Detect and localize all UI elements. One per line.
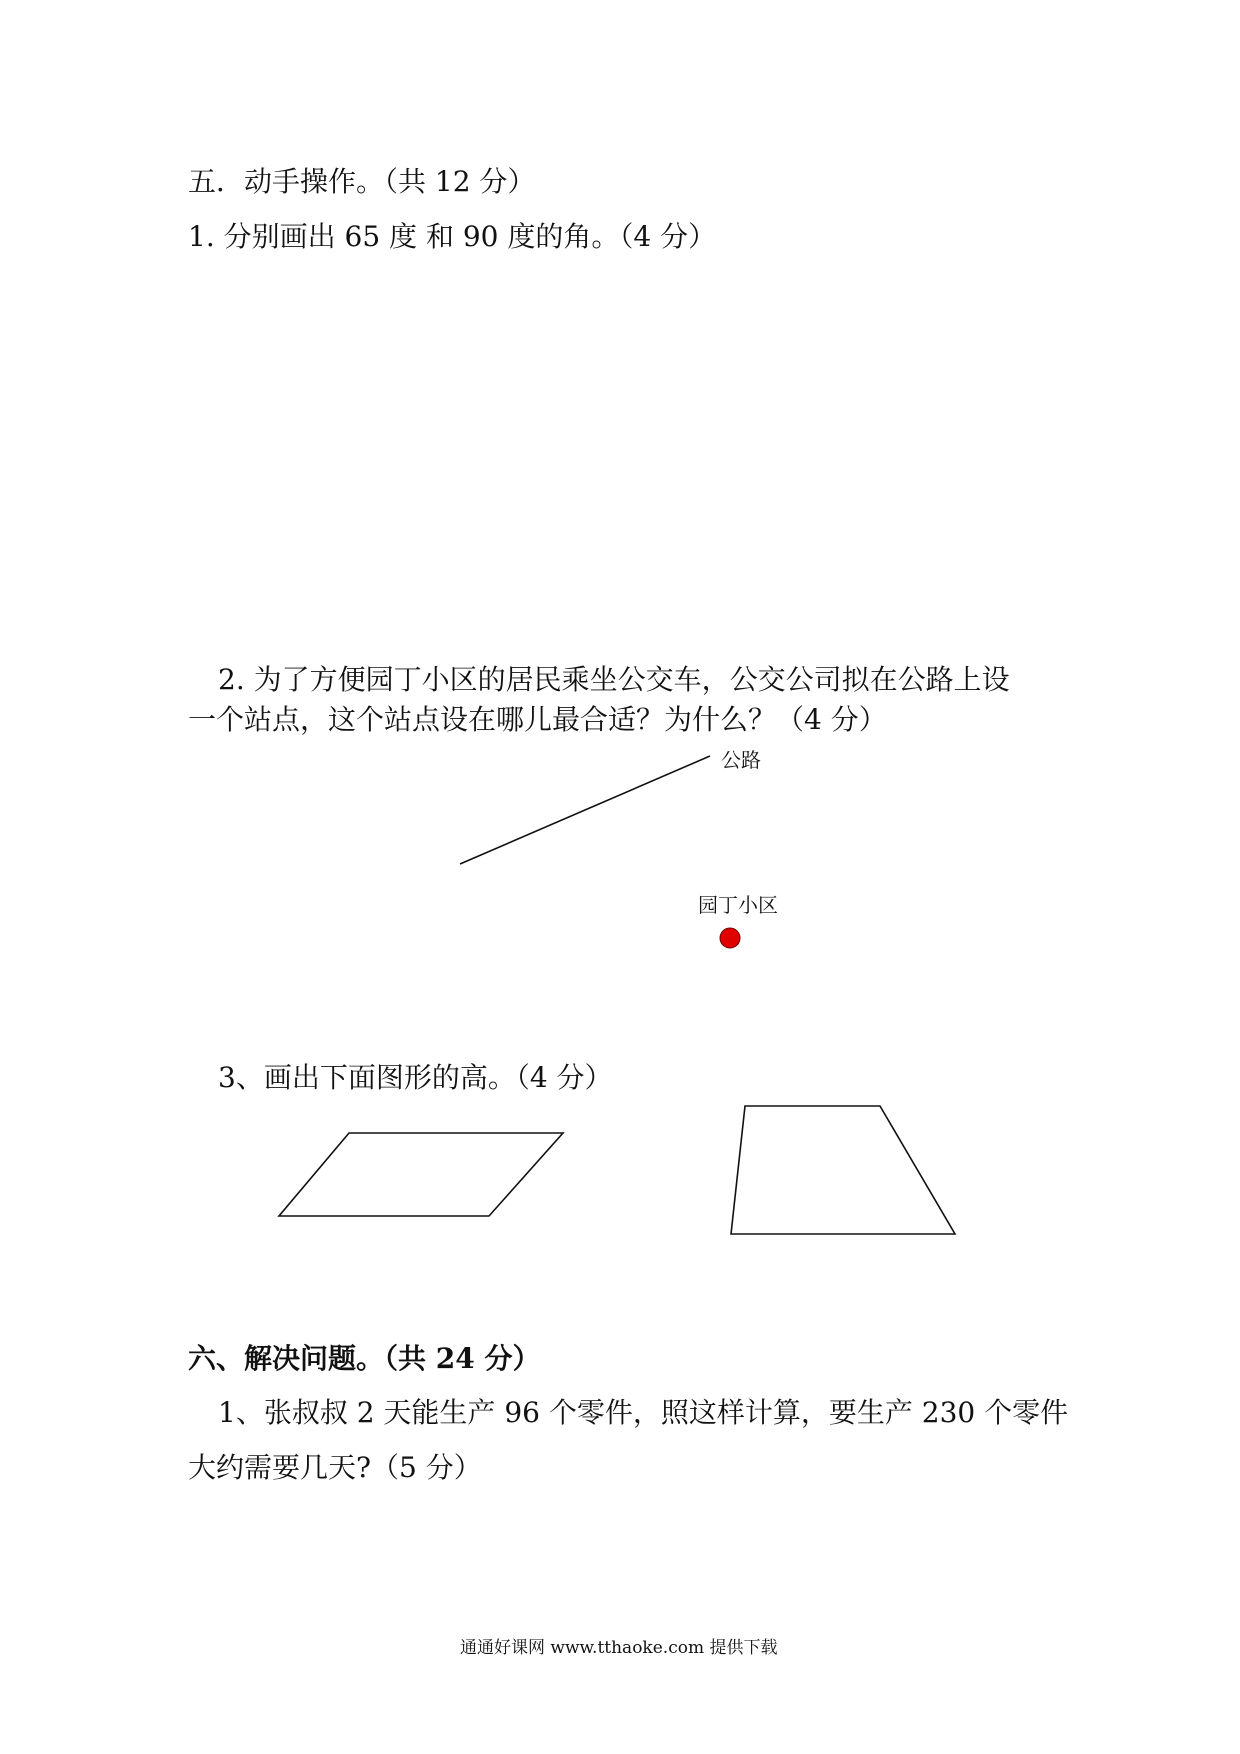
question-6-1-line-2: 大约需要几天?（5 分） — [188, 1451, 482, 1484]
road-label: 公路 — [721, 748, 761, 772]
question-5-2-line-2: 一个站点，这个站点设在哪儿最合适？为什么？（4 分） — [188, 703, 887, 736]
question-6-1-line-1: 1、张叔叔 2 天能生产 96 个零件，照这样计算，要生产 230 个零件 — [218, 1396, 1069, 1429]
parallelogram-shape — [279, 1133, 563, 1216]
trapezoid-shape — [731, 1106, 955, 1234]
page-footer: 通通好课网 www.tthaoke.com 提供下载 — [460, 1638, 778, 1658]
community-label: 园丁小区 — [698, 893, 778, 917]
question-5-1: 1. 分别画出 65 度 和 90 度的角。（4 分） — [188, 220, 717, 253]
question-5-2-line-1: 2. 为了方便园丁小区的居民乘坐公交车，公交公司拟在公路上设 — [218, 663, 1010, 696]
section-6-heading: 六、解决问题。（共 24 分） — [188, 1342, 541, 1375]
question-5-3: 3、画出下面图形的高。（4 分） — [218, 1061, 613, 1094]
section-5-heading: 五．动手操作。（共 12 分） — [188, 165, 536, 198]
